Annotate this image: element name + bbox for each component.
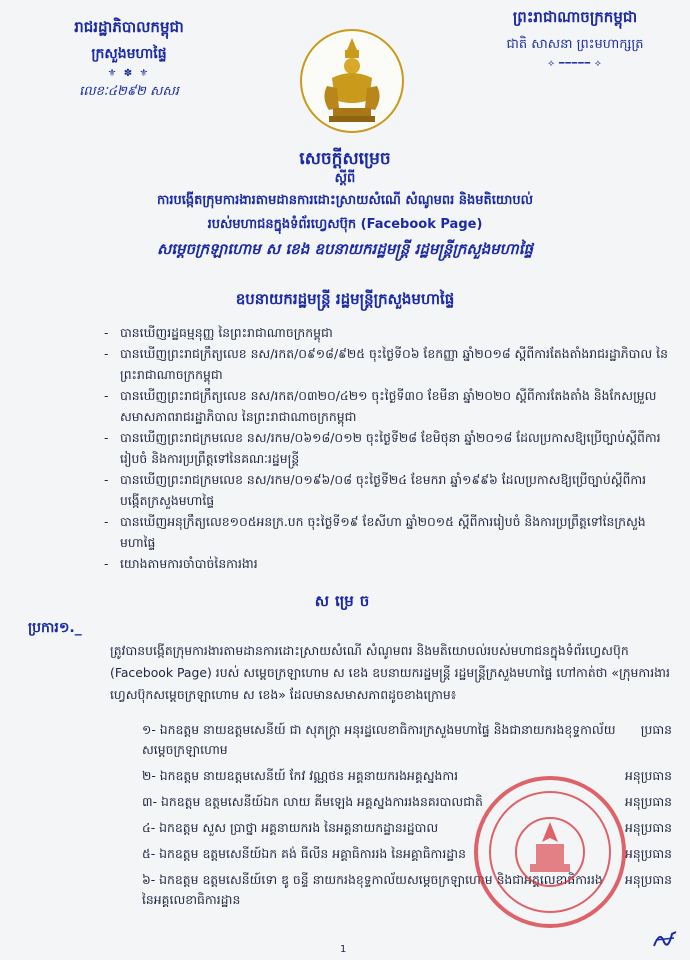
preamble-item: - បានឃើញអនុក្រឹត្យលេខ១០៥អនក្រ.បក ចុះថ្ងៃទី១៩ ខែសីហា ឆ្នាំ២០១៥ ស្តីពីការរៀបចំ និងការប្រព្រឹត្តទៅនៃក្រសួងមហាផ្ទៃ — [104, 514, 646, 550]
member-item: ២- ឯកឧត្តម នាយឧត្តមសេនីយ៍ កែវ វណ្ណថន អគ្គនាយករងអគ្គស្នងការ អនុប្រធាន — [142, 768, 672, 783]
kingdom-name: ព្រះរាជាណាចក្រកម្ពុជា — [512, 8, 638, 26]
government-name: រាជរដ្ឋាភិបាលកម្ពុជា — [74, 18, 184, 36]
ornament-divider: ⟡ ━━━━━ ⟡ — [548, 59, 602, 69]
national-motto: ជាតិ សាសនា ព្រះមហាក្សត្រ — [506, 37, 644, 52]
member-item: ៤- ឯកឧត្តម សួស ប្រាថ្នា អគ្គនាយករង នៃអគ្គនាយកដ្ឋានរដ្ឋបាល អនុប្រធាន — [142, 820, 672, 835]
preamble-item: - យោងតាមការចាំបាច់នៃការងារ — [104, 556, 258, 571]
authority-heading: ឧបនាយករដ្ឋមន្ត្រី រដ្ឋមន្ត្រីក្រសួងមហាផ្ទៃ — [235, 290, 455, 308]
handwritten-initial-icon — [650, 928, 680, 950]
member-item: ១- ឯកឧត្តម នាយឧត្តមសេនីយ៍ ជា សុភក្ត្រា អនុរដ្ឋលេខាធិការក្រសួងមហាផ្ទៃ និងជានាយករងខុទ្ទកាល័យសម្តេចក្រឡាហោម ប្រធាន — [142, 722, 672, 757]
member-item: ៦- ឯកឧត្តម ឧត្តមសេនីយ៍ទោ ឌូ ចន្ទី នាយករងខុទ្ទកាល័យសម្តេចក្រឡាហោម និងជាអគ្គលេខាធិការរង នៃអគ្គលេខាធិការដ្ឋាន អនុប្រធាន — [142, 872, 672, 907]
kingdom-header — [460, 8, 690, 69]
official-seal-icon — [470, 772, 630, 932]
title-line-2: របស់មហាជនក្នុងទំព័រហ្វេសប៊ុក (Facebook Page) — [207, 217, 483, 232]
member-item: ៣- ឯកឧត្តម ឧត្តមសេនីយ៍ឯក លាយ គីមឡេង អគ្គស្នងការរងនគរបាលជាតិ អនុប្រធាន — [142, 794, 672, 809]
ministry-header — [34, 18, 224, 102]
title-line-3: សម្តេចក្រឡាហោម ស ខេង ឧបនាយករដ្ឋមន្ត្រី រដ្ឋមន្ត្រីក្រសួងមហាផ្ទៃ — [156, 240, 534, 258]
preamble-list — [104, 322, 670, 574]
preamble-item: - បានឃើញព្រះរាជក្រមលេខ នស/រកម/០៦១៨/០១២ ចុះថ្ងៃទី២៨ ខែមិថុនា ឆ្នាំ២០១៨ ដែលប្រកាសឱ្យប្រើច្បាប់ស្តីពីការរៀបចំ និងការប្រព្រឹត្តទៅនៃគណៈរដ្ឋមន្ត្រី — [104, 430, 661, 466]
royal-emblem-icon — [299, 28, 405, 134]
article-label: ប្រការ១._ — [28, 620, 82, 636]
subject-label: ស្តីពី — [334, 171, 356, 186]
member-item: ៥- ឯកឧត្តម ឧត្តមសេនីយ៍ឯក គង់ ធីលីន អគ្គាធិការរង នៃអគ្គាធិការដ្ឋាន អនុប្រធាន — [142, 846, 672, 861]
preamble-item: - បានឃើញរដ្ឋធម្មនុញ្ញ នៃព្រះរាជាណាចក្រកម្ពុជា — [104, 325, 333, 340]
preamble-item: - បានឃើញព្រះរាជក្រឹត្យលេខ នស/រកត/០៣២០/៤២១ ចុះថ្ងៃទី៣០ ខែមីនា ឆ្នាំ២០២០ ស្តីពីការតែងតាំង និងកែសម្រួលសមាសភាពរាជរដ្ឋាភិបាល នៃព្រះរាជាណាចក្រកម្ពុជា — [104, 388, 657, 424]
ornament-divider: ⚜ ✽ ⚜ — [107, 68, 151, 79]
document-type: សេចក្តីសម្រេច — [299, 149, 391, 169]
page-number: 1 — [340, 944, 347, 955]
ministry-name: ក្រសួងមហាផ្ទៃ — [91, 46, 167, 62]
article-body: ត្រូវបានបង្កើតក្រុមការងារតាមដានការដោះស្រាយសំណើ សំណូមពរ និងមតិយោបល់របស់មហាជនក្នុងទំព័រហ្វេសប៊ុក (Facebook Page) របស់ សម្តេចក្រឡាហោម ស ខេង ឧបនាយករដ្ឋមន្ត្រី រដ្ឋមន្ត្រីក្រសួងមហាផ្ទៃ ហៅកាត់ថា «ក្រុមការងារហ្វេសប៊ុកសម្តេចក្រឡាហោម ស ខេង» ដែលមានសមាសភាពដូចខាងក្រោម៖ — [110, 643, 670, 702]
preamble-item: - បានឃើញព្រះរាជក្រឹត្យលេខ នស/រកត/០៩១៨/៩២៥ ចុះថ្ងៃទី០៦ ខែកញ្ញា ឆ្នាំ២០១៨ ស្តីពីការតែងតាំងរាជរដ្ឋាភិបាល នៃព្រះរាជាណាចក្រកម្ពុជា — [104, 346, 668, 382]
reference-number: លេខៈ៤២៩២ សសរ — [79, 84, 179, 99]
preamble-item: - បានឃើញព្រះរាជក្រមលេខ នស/រកម/០១៩៦/០៨ ចុះថ្ងៃទី២៤ ខែមករា ឆ្នាំ១៩៩៦ ដែលប្រកាសឱ្យប្រើច្បាប់ស្តីពីការបង្កើតក្រសួងមហាផ្ទៃ — [104, 472, 647, 508]
decision-heading: សម្រេច — [314, 592, 376, 610]
title-line-1: ការបង្កើតក្រុមការងារតាមដានការដោះស្រាយសំណើ សំណូមពរ និងមតិយោបល់ — [156, 193, 534, 208]
